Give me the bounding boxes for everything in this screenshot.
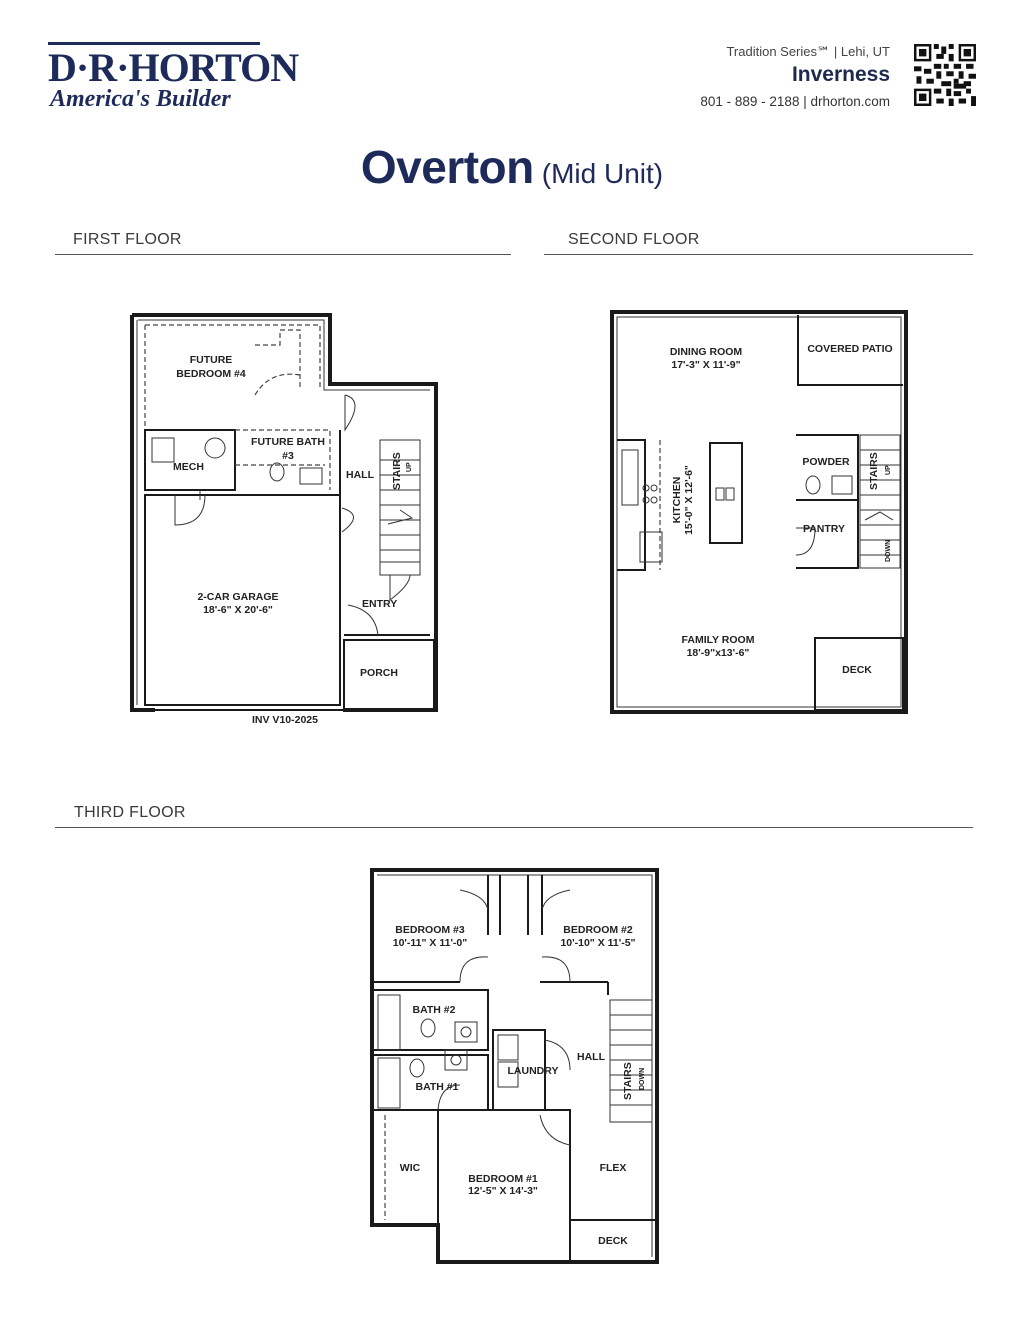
laundry-label: LAUNDRY: [507, 1065, 559, 1077]
first-hall-label: HALL: [346, 469, 374, 481]
second-floor-rule: [544, 254, 973, 255]
kitchen-label-1: KITCHEN: [671, 476, 683, 524]
third-down-label: DOWN: [639, 1067, 646, 1090]
kitchen-label-2: 15'-0" X 12'-6": [683, 465, 695, 535]
first-floor-plan: [120, 300, 450, 735]
second-stairs-label: STAIRS: [868, 452, 880, 490]
third-deck-label: DECK: [598, 1235, 628, 1247]
bedroom1-label-1: BEDROOM #1: [468, 1173, 538, 1185]
porch-label: PORCH: [360, 667, 398, 679]
garage-label-2: 18'-6" X 20'-6": [203, 604, 273, 616]
bedroom1-label-2: 12'-5" X 14'-3": [468, 1185, 538, 1197]
family-label-2: 18'-9"x13'-6": [686, 647, 750, 659]
future-bath-label-1: FUTURE BATH: [251, 436, 325, 448]
bedroom2-label-1: BEDROOM #2: [563, 924, 633, 936]
second-floor-plan: [600, 300, 920, 725]
future-bath-label-2: #3: [282, 450, 294, 462]
qr-code-icon[interactable]: [914, 44, 976, 106]
second-floor-label: SECOND FLOOR: [568, 231, 700, 248]
future-bedroom-label-2: BEDROOM #4: [176, 368, 246, 380]
powder-label: POWDER: [802, 456, 850, 468]
second-deck-label: DECK: [842, 664, 872, 676]
third-floor-rule: [55, 827, 973, 828]
bedroom2-label-2: 10'-10" X 11'-5": [560, 937, 636, 949]
version-label: INV V10-2025: [252, 714, 318, 726]
covered-patio-label: COVERED PATIO: [807, 343, 893, 355]
first-up-label: UP: [406, 462, 413, 472]
wic-label: WIC: [399, 1162, 421, 1174]
community-name: Inverness: [791, 63, 890, 86]
entry-label: ENTRY: [362, 598, 398, 610]
first-floor-rule: [55, 254, 511, 255]
third-hall-label: HALL: [577, 1051, 605, 1063]
first-floor-label: FIRST FLOOR: [73, 231, 182, 248]
plan-name: Overton: [360, 141, 534, 193]
future-bedroom-label-1: FUTURE: [189, 354, 233, 366]
brand-tagline: America's Builder: [50, 86, 231, 112]
flex-label: FLEX: [599, 1162, 627, 1174]
second-up-label: UP: [885, 465, 892, 475]
plan-unit: (Mid Unit): [541, 158, 664, 189]
third-floor-label: THIRD FLOOR: [74, 804, 186, 821]
brand-logo[interactable]: D·R·HORTON: [48, 45, 299, 90]
third-stairs-label: STAIRS: [622, 1062, 634, 1100]
mech-label: MECH: [173, 461, 204, 473]
second-down-label: DOWN: [885, 539, 892, 562]
contact-info[interactable]: 801 - 889 - 2188 | drhorton.com: [700, 94, 890, 109]
plan-title: [0, 140, 1024, 194]
series-location: Tradition Series℠ | Lehi, UT: [726, 44, 890, 59]
bedroom3-label-2: 10'-11" X 11'-0": [392, 937, 468, 949]
dining-label-2: 17'-3" X 11'-9": [671, 359, 741, 371]
bedroom3-label-1: BEDROOM #3: [395, 924, 465, 936]
dining-label-1: DINING ROOM: [669, 346, 743, 358]
third-floor-plan: [360, 860, 670, 1270]
family-label-1: FAMILY ROOM: [681, 634, 755, 646]
pantry-label: PANTRY: [803, 523, 845, 535]
garage-label-1: 2-CAR GARAGE: [197, 591, 279, 603]
bath1-label: BATH #1: [415, 1081, 459, 1093]
first-stairs-label: STAIRS: [391, 452, 403, 490]
bath2-label: BATH #2: [412, 1004, 456, 1016]
